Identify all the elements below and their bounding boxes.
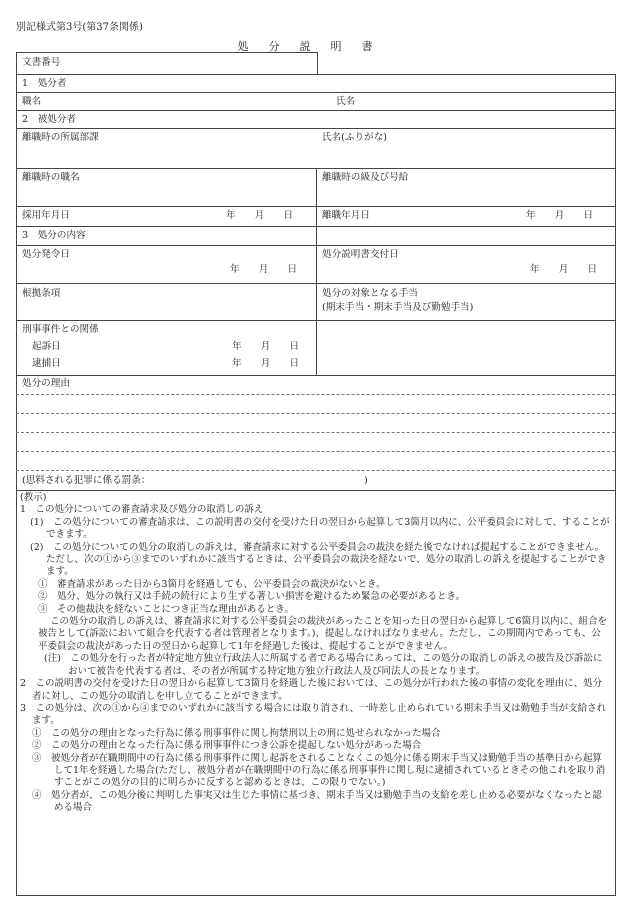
basis-label: 根拠条項 [22,288,61,299]
penalty-label: (思料される犯罪に係る罰条： [22,475,151,486]
note-line: (注) この処分を行った者が特定地方独立行政法人に所属する者である場合にあっては、この処分の取消しの訴えの被告及び訴訟において被告を代表する者は、その者が所属する特定地方独立行政法人及び同法人の長となります。 [44,653,603,677]
grade-label: 離職時の級及び号給 [322,172,409,183]
note-line: 2 この説明書の交付を受けた日の翌日から起算して3箇月を経過した後においては、この処分が行われた後の事情の変化を理由に、処分者に対し、この処分の取消しを申し立てることができます。 [20,678,603,702]
instructions [20,492,610,815]
retire-date-label: 離職年月日 [322,210,370,221]
dept-label: 離職時の所属部課 [22,132,99,143]
delivery-date-ymd: 年 月 日 [530,264,598,275]
divider [316,245,317,375]
section-2-heading: 2 被処分者 [22,114,77,125]
note-line: ① 審査請求があった日から3箇月を経過しても、公平委員会の裁決がないとき。 [38,578,386,590]
document-title: 処分説明書 [237,40,393,53]
prosecution-ymd: 年 月 日 [232,341,300,352]
note-line: 1 この処分についての審査請求及び処分の取消しの訴え [20,504,264,516]
hire-date-label: 採用年月日 [22,210,70,221]
reason-line [16,394,615,395]
section-3-heading: 3 処分の内容 [22,230,86,241]
disposition-date-ymd: 年 月 日 [230,264,298,275]
allowance-label: 処分の対象となる手当 [322,288,418,299]
position-label: 離職時の職名 [22,172,80,183]
doc-number-box [16,52,318,75]
note-line: ③ その他裁決を経ないことにつき正当な理由があるとき。 [38,603,294,615]
note-line: 3 この処分は、次の①から④までのいずれかに該当する場合には取り消され、一時差し止められている期末手当又は勤勉手当が支給されます。 [20,702,607,727]
retire-date-ymd: 年 月 日 [526,210,594,221]
reason-line [16,470,615,471]
doc-number-label: 文書番号 [22,57,61,68]
note-line: ② 処分、処分の執行又は手続の続行により生ずる著しい損害を避けるため緊急の必要があるとき。 [38,591,466,603]
criminal-label: 刑事事件との関係 [22,324,99,335]
note-line: ③ 被処分者が在職期間中の行為に係る刑事事件に関し起訴をされることなくこの処分に係る期末手当又は勤勉手当の基準日から起算して1年を経過した場合(ただし、被処分者が在職期間中の行為に係る刑事事件に関し現に逮捕されているときその他これを取り消すことがこの処分の目的に明らかに反すると認めるときは、この限りでない。) [32,752,606,789]
reason-line [16,432,615,433]
note-line: (2) この処分についての処分の取消しの訴えは、審査請求に対する公平委員会の裁決を経た後でなければ提起することができません。ただし、次の①から③までのいずれかに該当するときは、公平委員会の裁決を経ないで、処分の取消しの訴えを提起することができます。 [30,541,607,578]
penalty-close: ) [364,475,368,486]
rule [16,128,615,129]
rule [16,490,615,491]
allowance-value: (期末手当・期末手当及び勤勉手当) [322,302,474,313]
rule [16,110,615,111]
reason-line [16,451,615,452]
note-line: ① この処分の理由となった行為に係る刑事事件に関し拘禁刑以上の刑に処せられなかった場合 [32,727,441,739]
note-line: この処分の取消しの訴えは、審査請求に対する公平委員会の裁決があったことを知った日の翌日から起算して6箇月以内に、組合を被告として(訴訟において組合を代表する者は管理者となります。)、提起しなければなりません。ただし、この期間内であっても、公平委員会の裁決があった日の翌日から起算して1年を経過した後は、提起することができません。 [38,616,607,652]
hire-date-ymd: 年 月 日 [226,210,294,221]
disposer-position-label: 職名 [22,96,42,107]
rule [16,375,615,376]
reason-label: 処分の理由 [22,378,70,389]
arrest-ymd: 年 月 日 [232,358,300,369]
delivery-date-label: 処分説明書交付日 [322,249,399,260]
disposer-name-label: 氏名 [336,96,356,107]
note-line: ④ 処分者が、この処分後に判明した事実又は生じた事情に基づき、期末手当又は勤勉手当の支給を差し止める必要がなくなったと認める場合 [32,789,602,814]
rule [16,92,615,93]
note-line: ② この処分の理由となった行為に係る刑事事件につき公訴を提起しない処分があった場合 [32,740,422,752]
kana-label: 氏名(ふりがな) [322,132,388,143]
form-sheet [16,52,615,895]
reason-line [16,413,615,414]
section-1-heading: 1 処分者 [22,78,67,89]
form-number: 別記様式第3号(第37条関係) [16,22,143,33]
disposition-date-label: 処分発令日 [22,249,70,260]
instructions-heading: (教示) [20,492,47,503]
prosecution-label: 起訴日 [32,341,61,352]
note-line: (1) この処分についての審査請求は、この説明書の交付を受けた日の翌日から起算して3箇月以内に、公平委員会に対して、することができます。 [30,516,610,541]
arrest-label: 逮捕日 [32,358,61,369]
